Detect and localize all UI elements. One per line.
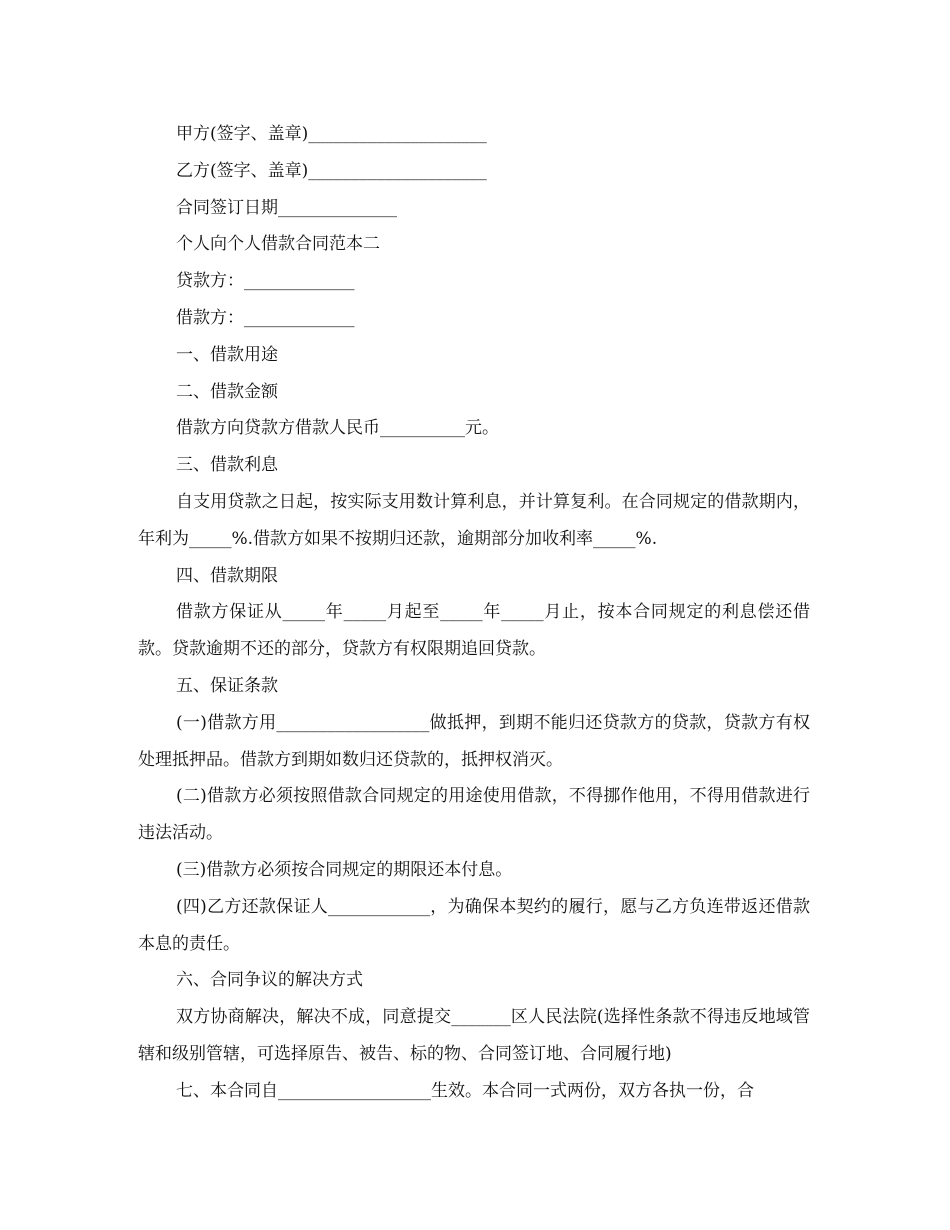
section-heading-interest: 三、借款利息	[176, 455, 278, 476]
guarantee-clause-4: (四)乙方还款保证人____________，为确保本契约的履行，愿与乙方负连带返还借款本息的责任。	[138, 896, 810, 954]
section-heading-purpose: 一、借款用途	[176, 344, 278, 365]
section-heading-dispute: 六、合同争议的解决方式	[176, 970, 363, 991]
guarantee-clause-2: (二)借款方必须按照借款合同规定的用途使用借款，不得挪作他用，不得用借款进行违法活动。	[138, 786, 810, 844]
borrower-line: 借款方：_____________	[176, 307, 355, 328]
term-clause: 借款方保证从_____年_____月起至_____年_____月止，按本合同规定的利息偿还借款。贷款逾期不还的部分，贷款方有权限期追回贷款。	[138, 602, 810, 660]
party-a-signature-line: 甲方(签字、盖章)_____________________	[176, 124, 487, 144]
party-b-signature-line: 乙方(签字、盖章)_____________________	[176, 160, 487, 181]
section-heading-guarantee: 五、保证条款	[176, 675, 278, 696]
interest-clause: 自支用贷款之日起，按实际支用数计算利息，并计算复利。在合同规定的借款期内，年利为_____%.借款方如果不按期归还款，逾期部分加收利率_____%.	[138, 491, 810, 549]
dispute-clause: 双方协商解决，解决不成，同意提交_______区人民法院(选择性条款不得违反地域管辖和级别管辖，可选择原告、被告、标的物、合同签订地、合同履行地)	[138, 1007, 810, 1064]
effective-clause: 七、本合同自__________________生效。本合同一式两份，双方各执一份，合	[176, 1080, 754, 1101]
section-heading-amount: 二、借款金额	[176, 381, 278, 402]
amount-clause: 借款方向贷款方借款人民币__________元。	[176, 418, 499, 439]
document-body	[138, 116, 810, 1110]
lender-line: 贷款方：_____________	[176, 271, 355, 292]
guarantee-clause-3: (三)借款方必须按合同规定的期限还本付息。	[176, 859, 513, 880]
guarantee-clause-1: (一)借款方用__________________做抵押，到期不能归还贷款方的贷款，贷款方有权处理抵押品。借款方到期如数归还贷款的，抵押权消灭。	[138, 712, 810, 770]
contract-date-line: 合同签订日期______________	[176, 197, 397, 218]
section-heading-term: 四、借款期限	[176, 565, 278, 586]
contract-template-title: 个人向个人借款合同范本二	[176, 234, 380, 255]
